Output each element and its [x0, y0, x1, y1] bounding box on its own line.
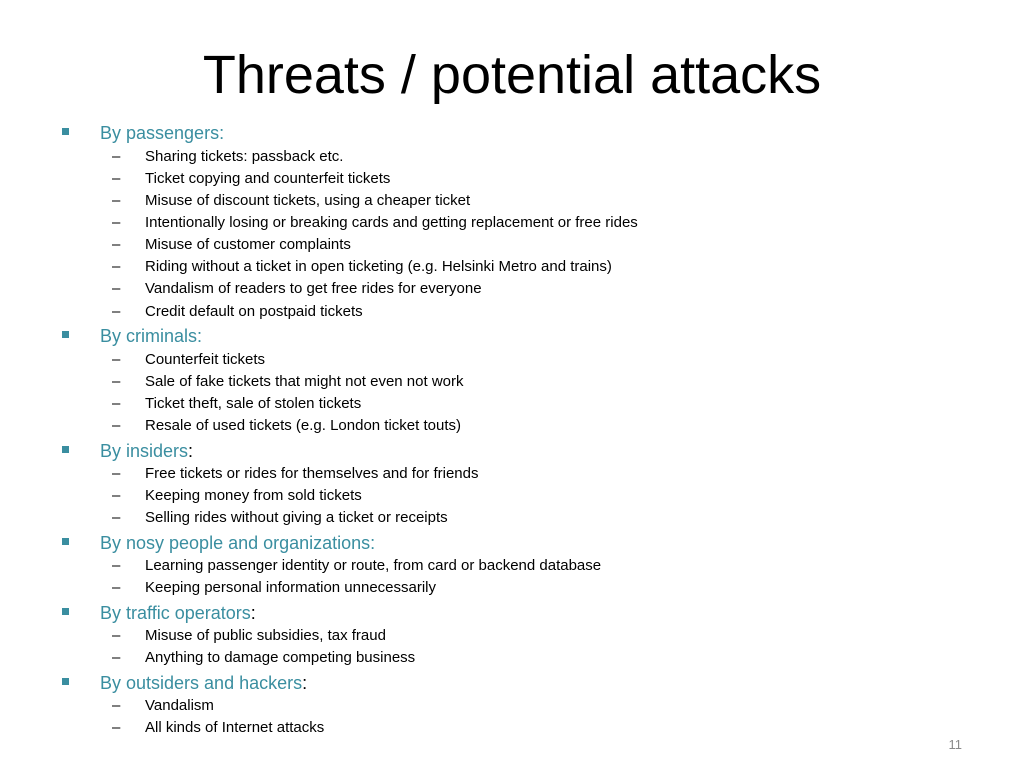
- sub-bullet-item: [0, 507, 1024, 529]
- dash-bullet-icon: –: [112, 170, 121, 187]
- page-number: 11: [948, 737, 962, 752]
- sub-bullet-item: [0, 190, 1024, 212]
- bullet-group-heading: [0, 601, 1024, 625]
- sub-bullet-item: [0, 625, 1024, 647]
- sub-bullet-item: [0, 717, 1024, 739]
- sub-bullet-item: [0, 256, 1024, 278]
- sub-bullet-text: Free tickets or rides for themselves and for friends: [145, 465, 479, 482]
- dash-bullet-icon: –: [112, 557, 121, 574]
- dash-bullet-icon: –: [112, 627, 121, 644]
- dash-bullet-icon: –: [112, 258, 121, 275]
- group-heading-text: By outsiders and hackers: [100, 673, 303, 693]
- sub-bullet-text: Keeping money from sold tickets: [145, 487, 362, 504]
- sub-bullet-text: Selling rides without giving a ticket or receipts: [145, 509, 448, 526]
- group-heading-suffix: :: [188, 441, 194, 461]
- sub-bullet-text: Vandalism of readers to get free rides for everyone: [145, 280, 482, 297]
- group-heading-text: By nosy people and organizations:: [100, 533, 376, 553]
- bullet-group-heading: [0, 121, 1024, 145]
- dash-bullet-icon: –: [112, 395, 121, 412]
- bullet-group-heading: [0, 531, 1024, 555]
- sub-bullet-item: [0, 555, 1024, 577]
- bullet-group-heading: [0, 671, 1024, 695]
- sub-bullet-text: Misuse of public subsidies, tax fraud: [145, 627, 386, 644]
- square-bullet-icon: [62, 678, 69, 685]
- sub-bullet-text: Ticket theft, sale of stolen tickets: [145, 395, 362, 412]
- dash-bullet-icon: –: [112, 719, 121, 736]
- sub-bullet-text: All kinds of Internet attacks: [145, 719, 325, 736]
- sub-bullet-text: Sharing tickets: passback etc.: [145, 148, 344, 165]
- sub-bullet-item: [0, 349, 1024, 371]
- sub-bullet-item: [0, 463, 1024, 485]
- dash-bullet-icon: –: [112, 373, 121, 390]
- sub-bullet-text: Anything to damage competing business: [145, 649, 416, 666]
- group-heading-text: By insiders: [100, 441, 189, 461]
- sub-bullet-item: [0, 301, 1024, 323]
- dash-bullet-icon: –: [112, 579, 121, 596]
- dash-bullet-icon: –: [112, 465, 121, 482]
- sub-bullet-item: [0, 278, 1024, 300]
- group-heading-text: By traffic operators: [100, 603, 251, 623]
- group-heading-suffix: :: [302, 673, 308, 693]
- sub-bullet-item: [0, 168, 1024, 190]
- group-heading-suffix: :: [250, 603, 256, 623]
- square-bullet-icon: [62, 538, 69, 545]
- group-heading-text: By criminals:: [100, 326, 203, 346]
- dash-bullet-icon: –: [112, 214, 121, 231]
- square-bullet-icon: [62, 446, 69, 453]
- sub-bullet-text: Intentionally losing or breaking cards and getting replacement or free rides: [145, 214, 638, 231]
- sub-bullet-item: [0, 212, 1024, 234]
- slide-title: Threats / potential attacks: [202, 45, 822, 105]
- square-bullet-icon: [62, 608, 69, 615]
- dash-bullet-icon: –: [112, 697, 121, 714]
- sub-bullet-text: Resale of used tickets (e.g. London ticket touts): [145, 417, 462, 434]
- bullet-group-heading: [0, 439, 1024, 463]
- group-heading-text: By passengers:: [100, 123, 225, 143]
- square-bullet-icon: [62, 331, 69, 338]
- sub-bullet-item: [0, 485, 1024, 507]
- dash-bullet-icon: –: [112, 351, 121, 368]
- sub-bullet-item: [0, 577, 1024, 599]
- dash-bullet-icon: –: [112, 192, 121, 209]
- sub-bullet-item: [0, 146, 1024, 168]
- sub-bullet-item: [0, 371, 1024, 393]
- sub-bullet-item: [0, 695, 1024, 717]
- sub-bullet-text: Riding without a ticket in open ticketing (e.g. Helsinki Metro and trains): [145, 258, 612, 275]
- sub-bullet-item: [0, 393, 1024, 415]
- sub-bullet-item: [0, 234, 1024, 256]
- sub-bullet-text: Ticket copying and counterfeit tickets: [145, 170, 391, 187]
- dash-bullet-icon: –: [112, 236, 121, 253]
- dash-bullet-icon: –: [112, 509, 121, 526]
- sub-bullet-text: Misuse of customer complaints: [145, 236, 351, 253]
- sub-bullet-text: Sale of fake tickets that might not even not work: [145, 373, 464, 390]
- sub-bullet-text: Keeping personal information unnecessarily: [145, 579, 437, 596]
- dash-bullet-icon: –: [112, 487, 121, 504]
- square-bullet-icon: [62, 128, 69, 135]
- bullet-group-heading: [0, 324, 1024, 348]
- dash-bullet-icon: –: [112, 417, 121, 434]
- dash-bullet-icon: –: [112, 303, 121, 320]
- sub-bullet-text: Learning passenger identity or route, from card or backend database: [145, 557, 602, 574]
- dash-bullet-icon: –: [112, 280, 121, 297]
- sub-bullet-item: [0, 415, 1024, 437]
- sub-bullet-text: Credit default on postpaid tickets: [145, 303, 363, 320]
- dash-bullet-icon: –: [112, 148, 121, 165]
- sub-bullet-text: Vandalism: [145, 697, 214, 714]
- sub-bullet-text: Misuse of discount tickets, using a cheaper ticket: [145, 192, 471, 209]
- sub-bullet-text: Counterfeit tickets: [145, 351, 266, 368]
- sub-bullet-item: [0, 647, 1024, 669]
- dash-bullet-icon: –: [112, 649, 121, 666]
